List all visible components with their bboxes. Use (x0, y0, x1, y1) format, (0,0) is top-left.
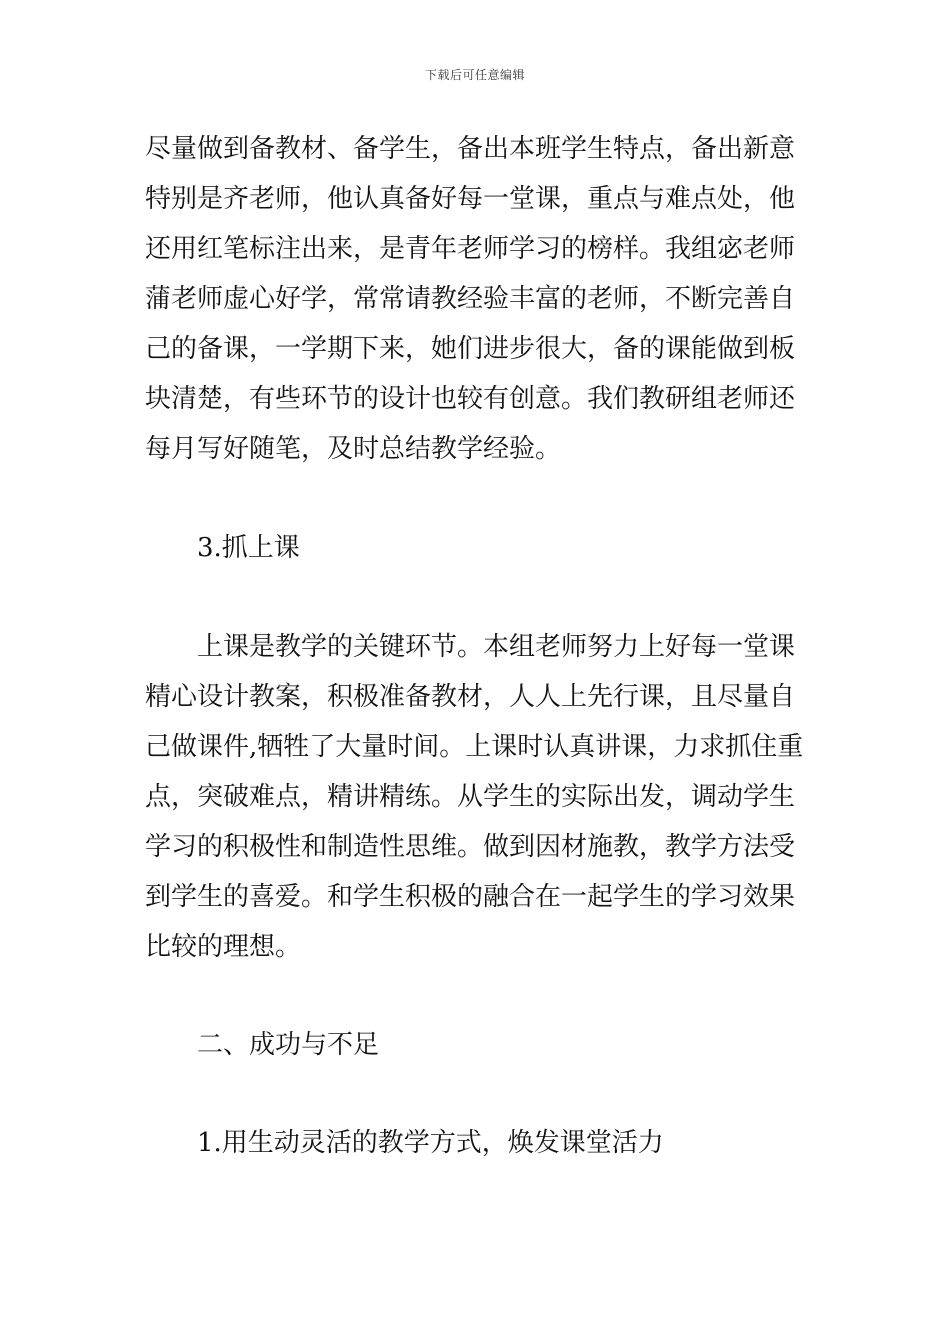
paragraph-line: 特别是齐老师，他认真备好每一堂课，重点与难点处，他 (145, 184, 796, 214)
paragraph-line: 己的备课，一学期下来，她们进步很大，备的课能做到板 (145, 334, 796, 364)
paragraph-line: 块清楚，有些环节的设计也较有创意。我们教研组老师还 (145, 384, 796, 414)
paragraph-line: 尽量做到备教材、备学生，备出本班学生特点，备出新意 (145, 134, 796, 164)
section-title: 二、成功与不足 (197, 1030, 380, 1060)
paragraph-line: 点，突破难点，精讲精练。从学生的实际出发，调动学生 (145, 782, 796, 812)
paragraph-line: 精心设计教案，积极准备教材，人人上先行课，且尽量自 (145, 682, 796, 712)
paragraph-line: 每月写好随笔，及时总结教学经验。 (145, 434, 562, 464)
paragraph-line: 比较的理想。 (145, 932, 302, 962)
paragraph-line: 蒲老师虚心好学，常常请教经验丰富的老师，不断完善自 (145, 284, 796, 314)
section-heading: 3.抓上课 (197, 533, 300, 563)
paragraph-line: 学习的积极性和制造性思维。做到因材施教，教学方法受 (145, 832, 796, 862)
subsection-heading: 1.用生动灵活的教学方式，焕发课堂活力 (197, 1128, 664, 1158)
paragraph-line: 上课是教学的关键环节。本组老师努力上好每一堂课 (197, 632, 796, 662)
page-header: 下载后可任意编辑 (424, 68, 525, 82)
paragraph-line: 到学生的喜爱。和学生积极的融合在一起学生的学习效果 (145, 882, 796, 912)
paragraph-line: 己做课件,牺牲了大量时间。上课时认真讲课，力求抓住重 (145, 732, 804, 762)
paragraph-line: 还用红笔标注出来，是青年老师学习的榜样。我组宓老师 (145, 234, 796, 264)
